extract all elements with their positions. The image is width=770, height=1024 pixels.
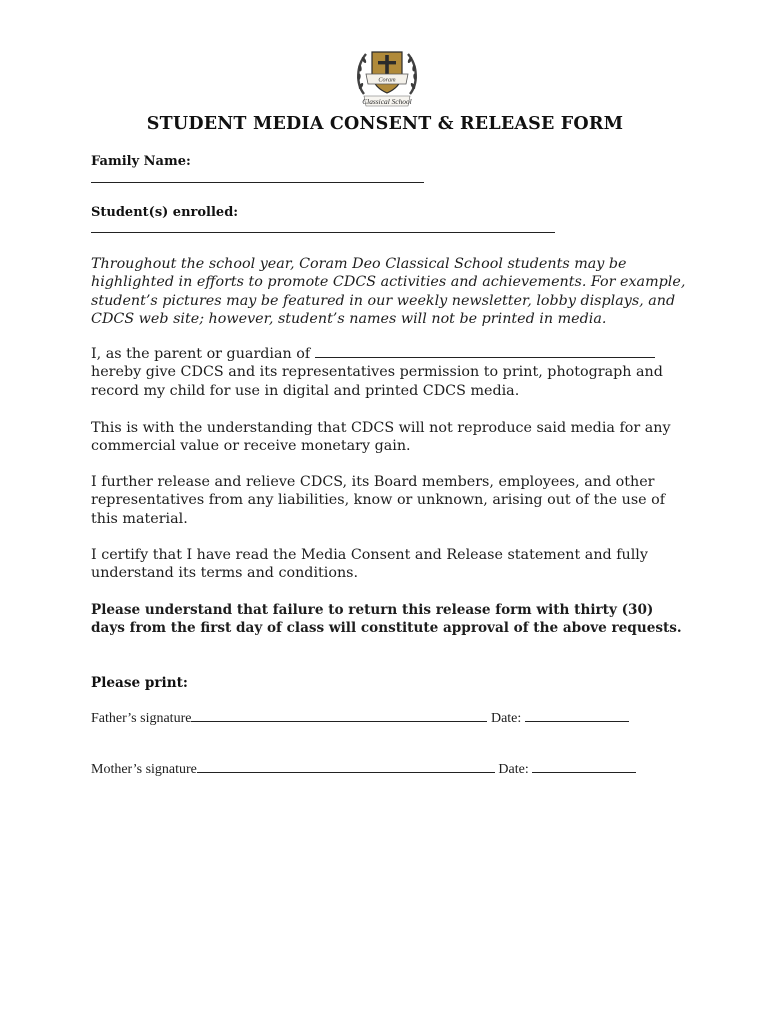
father-date-line[interactable] <box>525 709 629 722</box>
form-title: STUDENT MEDIA CONSENT & RELEASE FORM <box>146 114 624 134</box>
mother-date-label: Date: <box>498 762 529 777</box>
parent-suffix-text: hereby give CDCS and its representatives permission to print, photograph and record my child for use in digital and printed CDCS media. <box>91 364 663 399</box>
school-crest-logo <box>352 44 422 110</box>
intro-paragraph: Throughout the school year, Coram Deo Classical School students may be highlighted in efforts to promote CDCS activities and achievements. For example, student’s pictures may be featured in our weekly newsletter, lobby displays, and CDCS web site; however, student’s names will not be printed in media. <box>91 256 686 327</box>
students-enrolled-line[interactable] <box>91 232 555 233</box>
family-name-line[interactable] <box>91 182 424 183</box>
parent-guardian-paragraph <box>91 345 691 400</box>
crest-motto: Coram <box>378 76 396 84</box>
mother-signature-label: Mother’s signature <box>91 762 197 777</box>
mother-signature-line[interactable] <box>197 760 495 773</box>
please-print-label: Please print: <box>91 675 188 691</box>
father-signature-row <box>91 709 629 727</box>
child-name-line[interactable] <box>315 345 655 358</box>
mother-date-line[interactable] <box>532 760 636 773</box>
crest-school-name: Classical School <box>362 97 412 106</box>
release-paragraph: I further release and relieve CDCS, its Board members, employees, and other representatives from any liabilities, know or unknown, arising out of the use of this material. <box>91 474 666 527</box>
return-notice-paragraph: Please understand that failure to return this release form with thirty (30) days from the first day of class will constitute approval of the above requests. <box>91 602 682 637</box>
students-enrolled-label: Student(s) enrolled: <box>91 205 239 220</box>
mother-signature-row <box>91 760 636 778</box>
father-date-label: Date: <box>490 711 522 726</box>
commercial-paragraph: This is with the understanding that CDCS will not reproduce said media for any commercial value or receive monetary gain. <box>91 420 671 455</box>
family-name-label: Family Name: <box>91 154 191 169</box>
certify-paragraph: I certify that I have read the Media Consent and Release statement and fully understand its terms and conditions. <box>91 547 648 582</box>
father-signature-line[interactable] <box>191 709 487 722</box>
father-signature-label: Father’s signature <box>91 711 192 726</box>
parent-prefix-text: I, as the parent or guardian of <box>91 346 311 362</box>
